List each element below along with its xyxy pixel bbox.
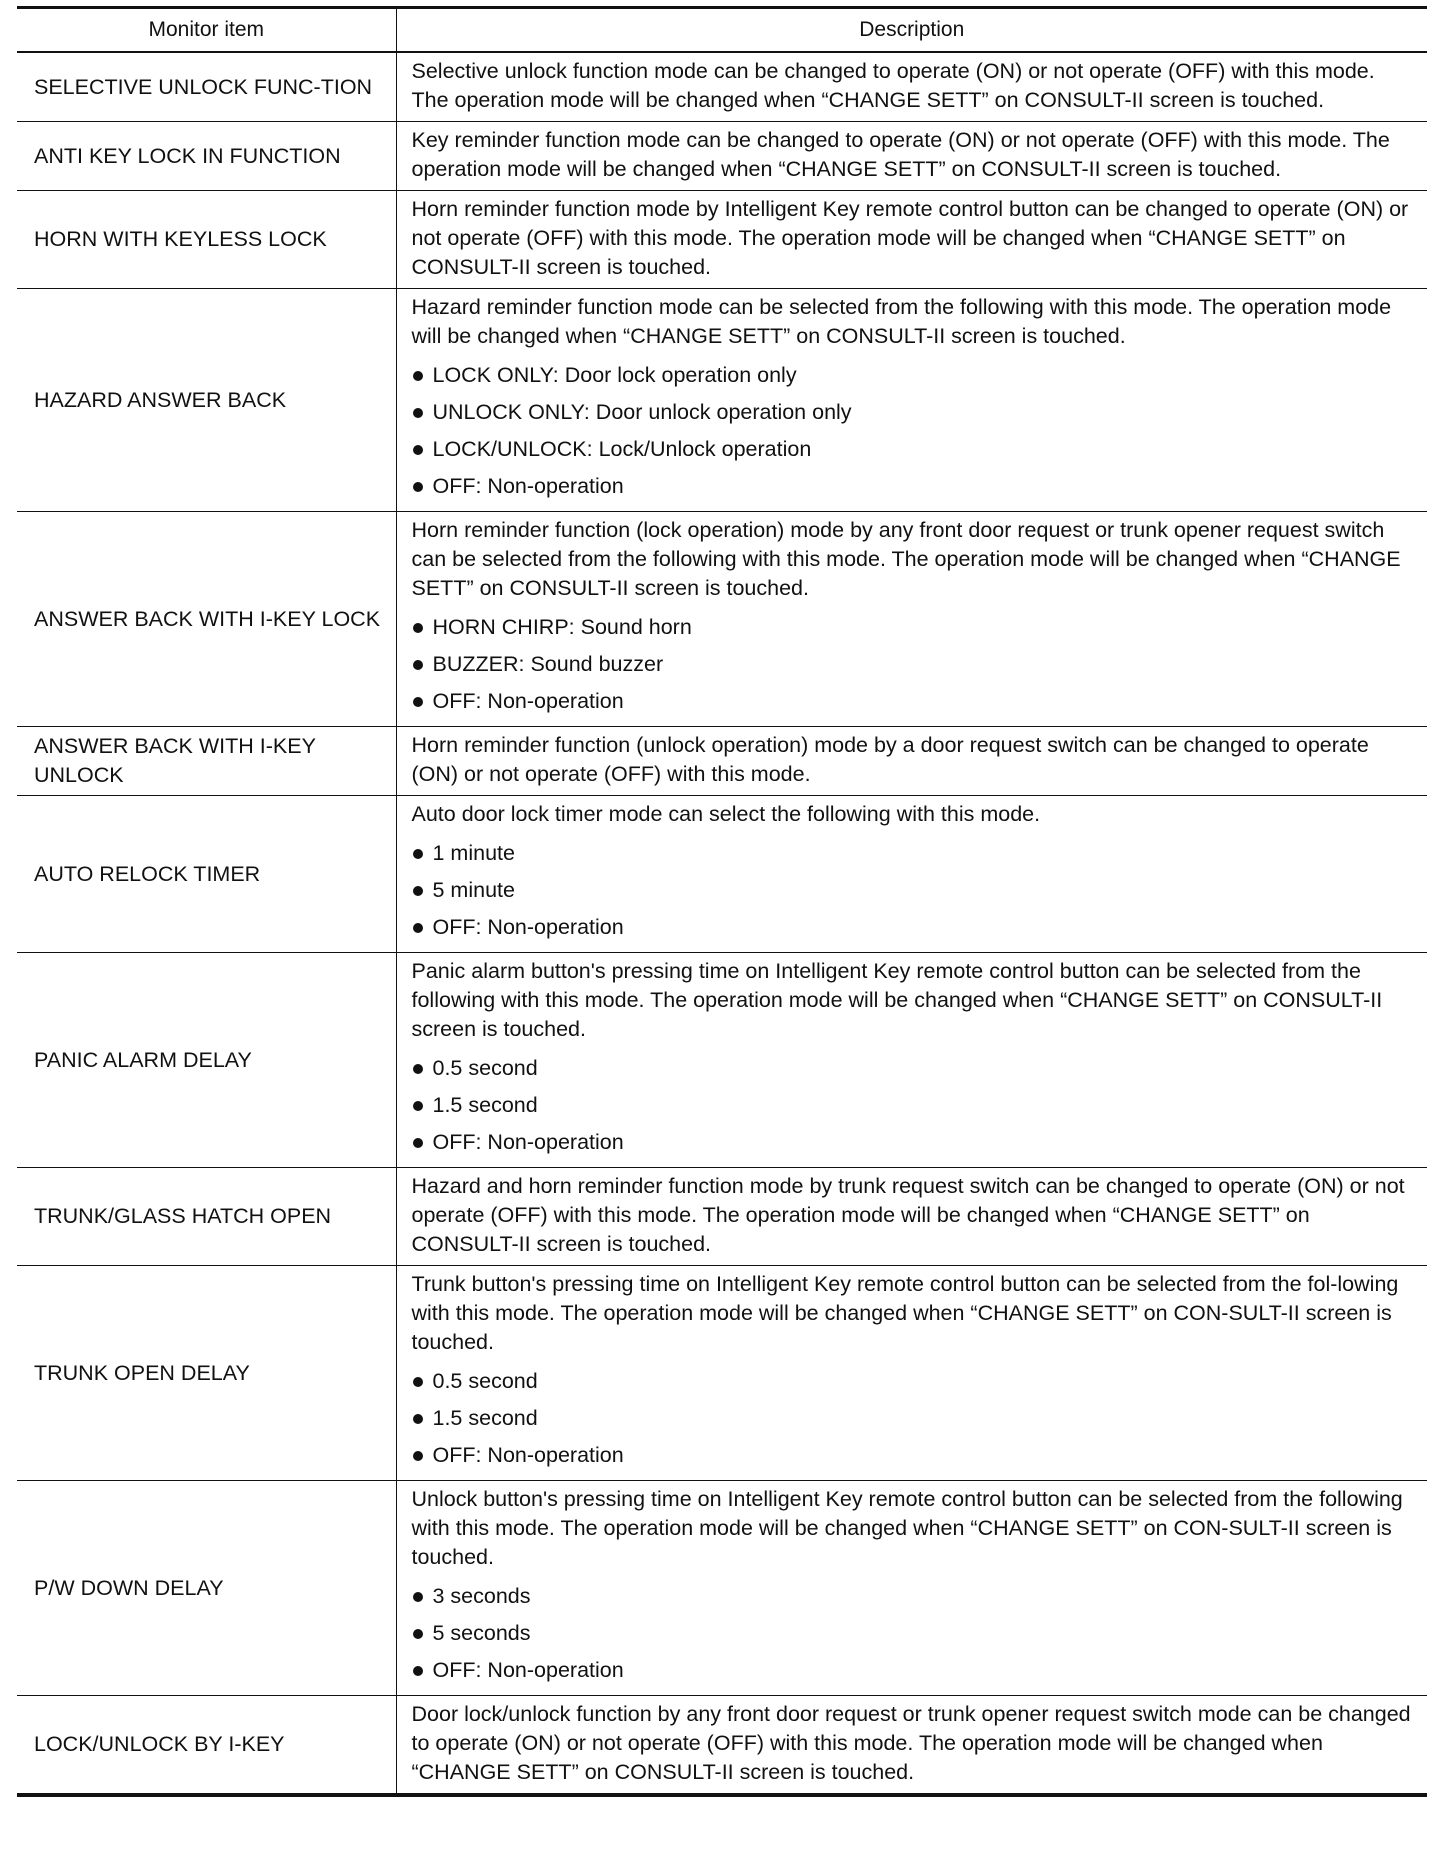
option-text: 5 minute: [432, 878, 515, 902]
bullet-icon: [413, 1451, 423, 1461]
description-cell: [396, 1481, 1427, 1696]
table-row: [17, 122, 1427, 191]
description-cell: [396, 953, 1427, 1168]
monitor-item-cell: HORN WITH KEYLESS LOCK: [17, 191, 396, 289]
description-text: Trunk button's pressing time on Intelligent Key remote control button can be selected from the fol-lowing with this mode. The operation mode will be changed when “CHANGE SETT” on CON-SULT-II screen is touched.: [411, 1272, 1399, 1354]
option-item: [412, 394, 1416, 431]
header-description: Description: [396, 8, 1427, 53]
bullet-icon: [413, 482, 423, 492]
monitor-item-cell: ANSWER BACK WITH I-KEY UNLOCK: [17, 727, 396, 796]
monitor-item-table: [17, 6, 1427, 1797]
table-row: [17, 953, 1427, 1168]
bullet-icon: [413, 1101, 423, 1111]
option-item: [412, 909, 1416, 946]
table-row: [17, 727, 1427, 796]
option-text: 5 seconds: [432, 1621, 531, 1645]
table-row: [17, 1481, 1427, 1696]
option-text: OFF: Non-operation: [432, 915, 624, 939]
option-text: OFF: Non-operation: [432, 689, 624, 713]
option-item: [412, 468, 1416, 505]
option-text: 0.5 second: [432, 1369, 538, 1393]
description-cell: [396, 512, 1427, 727]
monitor-item-table-container: [17, 6, 1427, 1797]
table-row: [17, 1168, 1427, 1266]
bullet-icon: [413, 1377, 423, 1387]
option-list: [412, 1050, 1416, 1161]
monitor-item-cell: LOCK/UNLOCK BY I-KEY: [17, 1696, 396, 1796]
description-text: Panic alarm button's pressing time on Intelligent Key remote control button can be selected from the following with this mode. The operation mode will be changed when “CHANGE SETT” on CONSULT-II screen is touched.: [411, 959, 1383, 1041]
header-monitor-item: Monitor item: [17, 8, 396, 53]
option-text: LOCK/UNLOCK: Lock/Unlock operation: [432, 437, 812, 461]
option-item: [412, 357, 1416, 394]
bullet-icon: [413, 923, 423, 933]
bullet-icon: [413, 697, 423, 707]
option-item: [412, 1437, 1416, 1474]
option-item: [412, 1050, 1416, 1087]
monitor-item-cell: HAZARD ANSWER BACK: [17, 289, 396, 512]
option-text: BUZZER: Sound buzzer: [432, 652, 664, 676]
option-item: [412, 872, 1416, 909]
bullet-icon: [413, 660, 423, 670]
option-text: 1 minute: [432, 841, 515, 865]
monitor-item-cell: SELECTIVE UNLOCK FUNC-TION: [17, 52, 396, 122]
monitor-item-cell: TRUNK/GLASS HATCH OPEN: [17, 1168, 396, 1266]
description-text: Door lock/unlock function by any front door request or trunk opener request switch mode can be changed to operate (ON) or not operate (OFF) with this mode. The operation mode will be changed when “CHANGE SETT” on CONSULT-II screen is touched.: [411, 1702, 1411, 1784]
bullet-icon: [413, 1064, 423, 1074]
option-item: [412, 1578, 1416, 1615]
monitor-item-cell: PANIC ALARM DELAY: [17, 953, 396, 1168]
description-text: Key reminder function mode can be changed to operate (ON) or not operate (OFF) with this mode. The operation mode will be changed when “CHANGE SETT” on CONSULT-II screen is touched.: [411, 128, 1390, 181]
description-cell: [396, 191, 1427, 289]
option-text: 1.5 second: [432, 1406, 538, 1430]
table-body: [17, 52, 1427, 1795]
option-item: [412, 1124, 1416, 1161]
table-row: [17, 1696, 1427, 1796]
table-header-row: [17, 8, 1427, 53]
option-list: [412, 1578, 1416, 1689]
description-cell: [396, 796, 1427, 953]
table-row: [17, 796, 1427, 953]
option-text: 3 seconds: [432, 1584, 531, 1608]
bullet-icon: [413, 1414, 423, 1424]
description-cell: [396, 52, 1427, 122]
description-text: Selective unlock function mode can be changed to operate (ON) or not operate (OFF) with this mode. The operation mode will be changed when “CHANGE SETT” on CONSULT-II screen is touched.: [411, 59, 1375, 112]
option-text: OFF: Non-operation: [432, 1658, 624, 1682]
option-text: UNLOCK ONLY: Door unlock operation only: [432, 400, 852, 424]
option-text: 1.5 second: [432, 1093, 538, 1117]
bullet-icon: [413, 1592, 423, 1602]
bullet-icon: [413, 1138, 423, 1148]
option-item: [412, 1400, 1416, 1437]
monitor-item-cell: P/W DOWN DELAY: [17, 1481, 396, 1696]
description-cell: [396, 727, 1427, 796]
option-item: [412, 1087, 1416, 1124]
bullet-icon: [413, 886, 423, 896]
description-cell: [396, 1266, 1427, 1481]
description-text: Hazard and horn reminder function mode by trunk request switch can be changed to operate (ON) or not operate (OFF) with this mode. The operation mode will be changed when “CHANGE SETT” on CONSULT-II screen is touched.: [411, 1174, 1405, 1256]
description-text: Horn reminder function (unlock operation) mode by a door request switch can be changed to operate (ON) or not operate (OFF) with this mode.: [411, 733, 1369, 786]
description-text: Hazard reminder function mode can be selected from the following with this mode. The operation mode will be changed when “CHANGE SETT” on CONSULT-II screen is touched.: [411, 295, 1392, 348]
option-text: 0.5 second: [432, 1056, 538, 1080]
bullet-icon: [413, 445, 423, 455]
option-text: OFF: Non-operation: [432, 1130, 624, 1154]
option-item: [412, 1615, 1416, 1652]
description-cell: [396, 289, 1427, 512]
option-item: [412, 683, 1416, 720]
option-list: [412, 609, 1416, 720]
description-text: Auto door lock timer mode can select the following with this mode.: [411, 802, 1041, 826]
description-text: Horn reminder function mode by Intelligent Key remote control button can be changed to operate (ON) or not operate (OFF) with this mode. The operation mode will be changed when “CHANGE SETT” on CONSULT-II screen is touched.: [411, 197, 1409, 279]
description-cell: [396, 122, 1427, 191]
bullet-icon: [413, 1666, 423, 1676]
option-list: [412, 835, 1416, 946]
bullet-icon: [413, 1629, 423, 1639]
bullet-icon: [413, 623, 423, 633]
description-text: Unlock button's pressing time on Intelligent Key remote control button can be selected from the following with this mode. The operation mode will be changed when “CHANGE SETT” on CON-SULT-II screen is touched.: [411, 1487, 1403, 1569]
monitor-item-cell: ANTI KEY LOCK IN FUNCTION: [17, 122, 396, 191]
monitor-item-cell: TRUNK OPEN DELAY: [17, 1266, 396, 1481]
option-item: [412, 1363, 1416, 1400]
option-item: [412, 835, 1416, 872]
bullet-icon: [413, 849, 423, 859]
option-list: [412, 1363, 1416, 1474]
bullet-icon: [413, 408, 423, 418]
description-cell: [396, 1696, 1427, 1796]
option-text: OFF: Non-operation: [432, 474, 624, 498]
table-row: [17, 191, 1427, 289]
option-text: LOCK ONLY: Door lock operation only: [432, 363, 797, 387]
option-text: HORN CHIRP: Sound horn: [432, 615, 692, 639]
option-item: [412, 431, 1416, 468]
description-cell: [396, 1168, 1427, 1266]
description-text: Horn reminder function (lock operation) mode by any front door request or trunk opener request switch can be selected from the following with this mode. The operation mode will be changed when “CHANGE SETT” on CONSULT-II screen is touched.: [411, 518, 1401, 600]
bullet-icon: [413, 371, 423, 381]
option-item: [412, 646, 1416, 683]
option-item: [412, 1652, 1416, 1689]
monitor-item-cell: ANSWER BACK WITH I-KEY LOCK: [17, 512, 396, 727]
table-row: [17, 512, 1427, 727]
monitor-item-cell: AUTO RELOCK TIMER: [17, 796, 396, 953]
table-row: [17, 1266, 1427, 1481]
table-row: [17, 52, 1427, 122]
option-item: [412, 609, 1416, 646]
option-list: [412, 357, 1416, 505]
table-row: [17, 289, 1427, 512]
option-text: OFF: Non-operation: [432, 1443, 624, 1467]
